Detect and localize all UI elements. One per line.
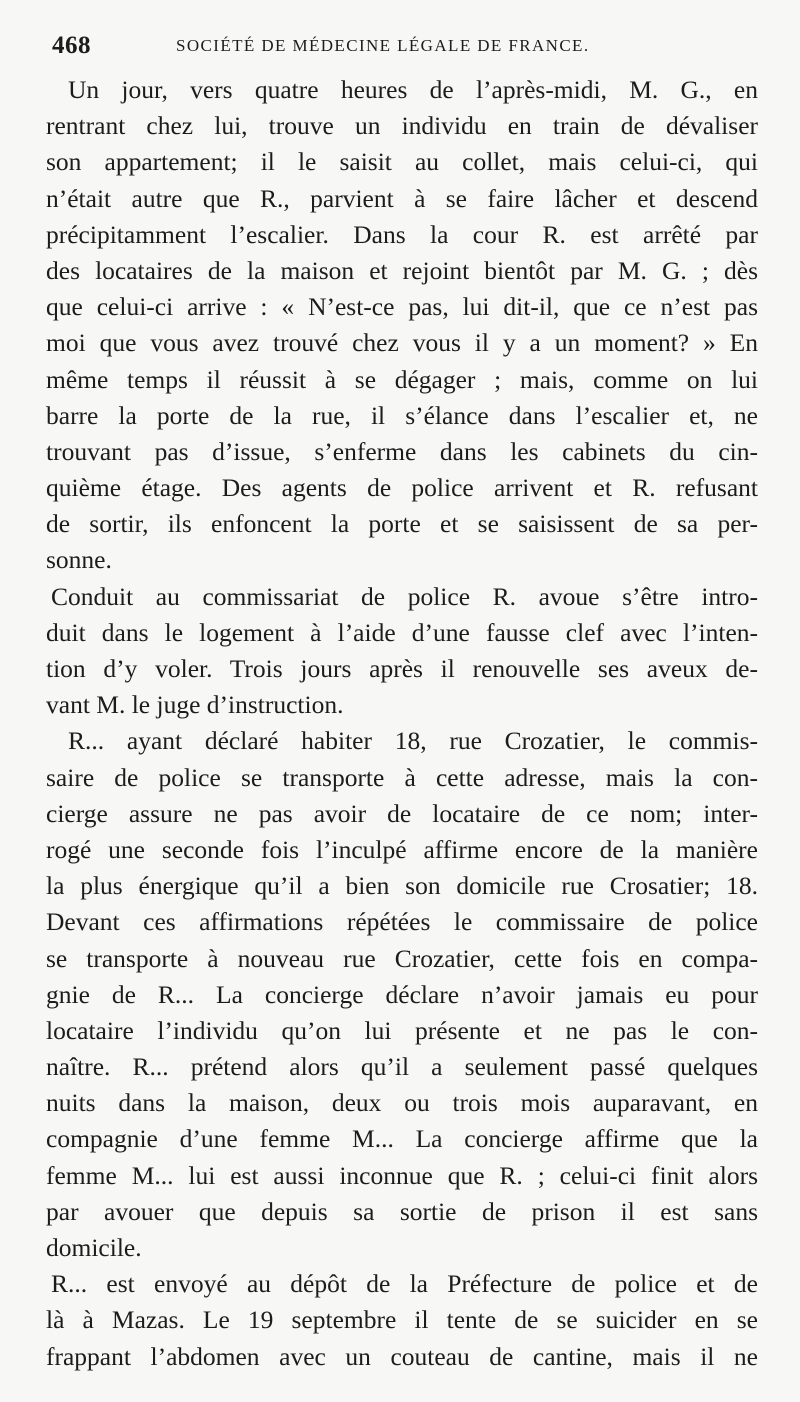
text-line: domicile. — [46, 1233, 142, 1262]
text-line: de sortir, ils enfoncent la porte et se saisissent de sa per- — [46, 509, 758, 539]
text-line: femme M... lui est aussi inconnue que R. ; celui-ci finit alors — [46, 1160, 758, 1190]
text-line: locataire l’individu qu’on lui présente et ne pas le con- — [46, 1015, 758, 1045]
text-line: gnie de R... La concierge déclare n’avoir jamais eu pour — [46, 979, 758, 1009]
text-line: là à Mazas. Le 19 septembre il tente de se suicider en se — [46, 1305, 758, 1335]
text-line: cierge assure ne pas avoir de locataire de ce nom; inter- — [46, 798, 758, 828]
text-line: la plus énergique qu’il a bien son domicile rue Crosatier; 18. — [46, 871, 758, 901]
text-line: se transporte à nouveau rue Crozatier, cette fois en compa- — [46, 943, 758, 973]
text-line: compagnie d’une femme M... La concierge affirme que la — [46, 1124, 758, 1154]
text-line: trouvant pas d’issue, s’enferme dans les cabinets du cin- — [46, 436, 758, 466]
page-number: 468 — [52, 32, 91, 59]
text-line: vant M. le juge d’instruction. — [46, 690, 344, 720]
text-line: par avouer que depuis sa sortie de prison il est sans — [46, 1196, 758, 1226]
text-line: Devant ces affirmations répétées le commissaire de police — [46, 907, 758, 937]
text-line: nuits dans la maison, deux ou trois mois auparavant, en — [46, 1088, 758, 1118]
running-head: SOCIÉTÉ DE MÉDECINE LÉGALE DE FRANCE. — [176, 36, 590, 55]
text-line: moi que vous avez trouvé chez vous il y a un moment? » En — [46, 328, 758, 358]
text-line: rentrant chez lui, trouve un individu en train de dévaliser — [46, 111, 758, 141]
text-line: frappant l’abdomen avec un couteau de cantine, mais il ne — [46, 1341, 758, 1371]
text-line: duit dans le logement à l’aide d’une fausse clef avec l’inten- — [46, 617, 758, 647]
text-line: rogé une seconde fois l’inculpé affirme encore de la manière — [46, 834, 758, 864]
text-line: des locataires de la maison et rejoint bientôt par M. G. ; dès — [46, 255, 758, 285]
body-text — [46, 72, 758, 1375]
text-line: tion d’y voler. Trois jours après il renouvelle ses aveux de- — [46, 654, 758, 683]
text-line: R... est envoyé au dépôt de la Préfecture de police et de — [51, 1269, 758, 1299]
text-line: naître. R... prétend alors qu’il a seulement passé quelques — [46, 1052, 758, 1082]
text-line: Un jour, vers quatre heures de l’après-midi, M. G., en — [68, 75, 758, 104]
text-line: quième étage. Des agents de police arrivent et R. refusant — [46, 473, 758, 503]
text-line: Conduit au commissariat de police R. avoue s’être intro- — [51, 581, 758, 611]
page-header — [52, 32, 752, 62]
text-line: saire de police se transporte à cette adresse, mais la con- — [46, 762, 758, 792]
text-line: n’était autre que R., parvient à se faire lâcher et descend — [46, 183, 758, 213]
text-line: que celui-ci arrive : « N’est-ce pas, lui dit-il, que ce n’est pas — [46, 292, 758, 322]
text-line: son appartement; il le saisit au collet, mais celui-ci, qui — [46, 147, 758, 177]
text-line: précipitamment l’escalier. Dans la cour R. est arrêté par — [46, 219, 758, 249]
text-line: R... ayant déclaré habiter 18, rue Crozatier, le commis- — [68, 726, 758, 756]
text-line: même temps il réussit à se dégager ; mais, comme on lui — [46, 364, 758, 394]
text-line: barre la porte de la rue, il s’élance dans l’escalier et, ne — [46, 400, 758, 430]
text-line: sonne. — [46, 545, 112, 575]
